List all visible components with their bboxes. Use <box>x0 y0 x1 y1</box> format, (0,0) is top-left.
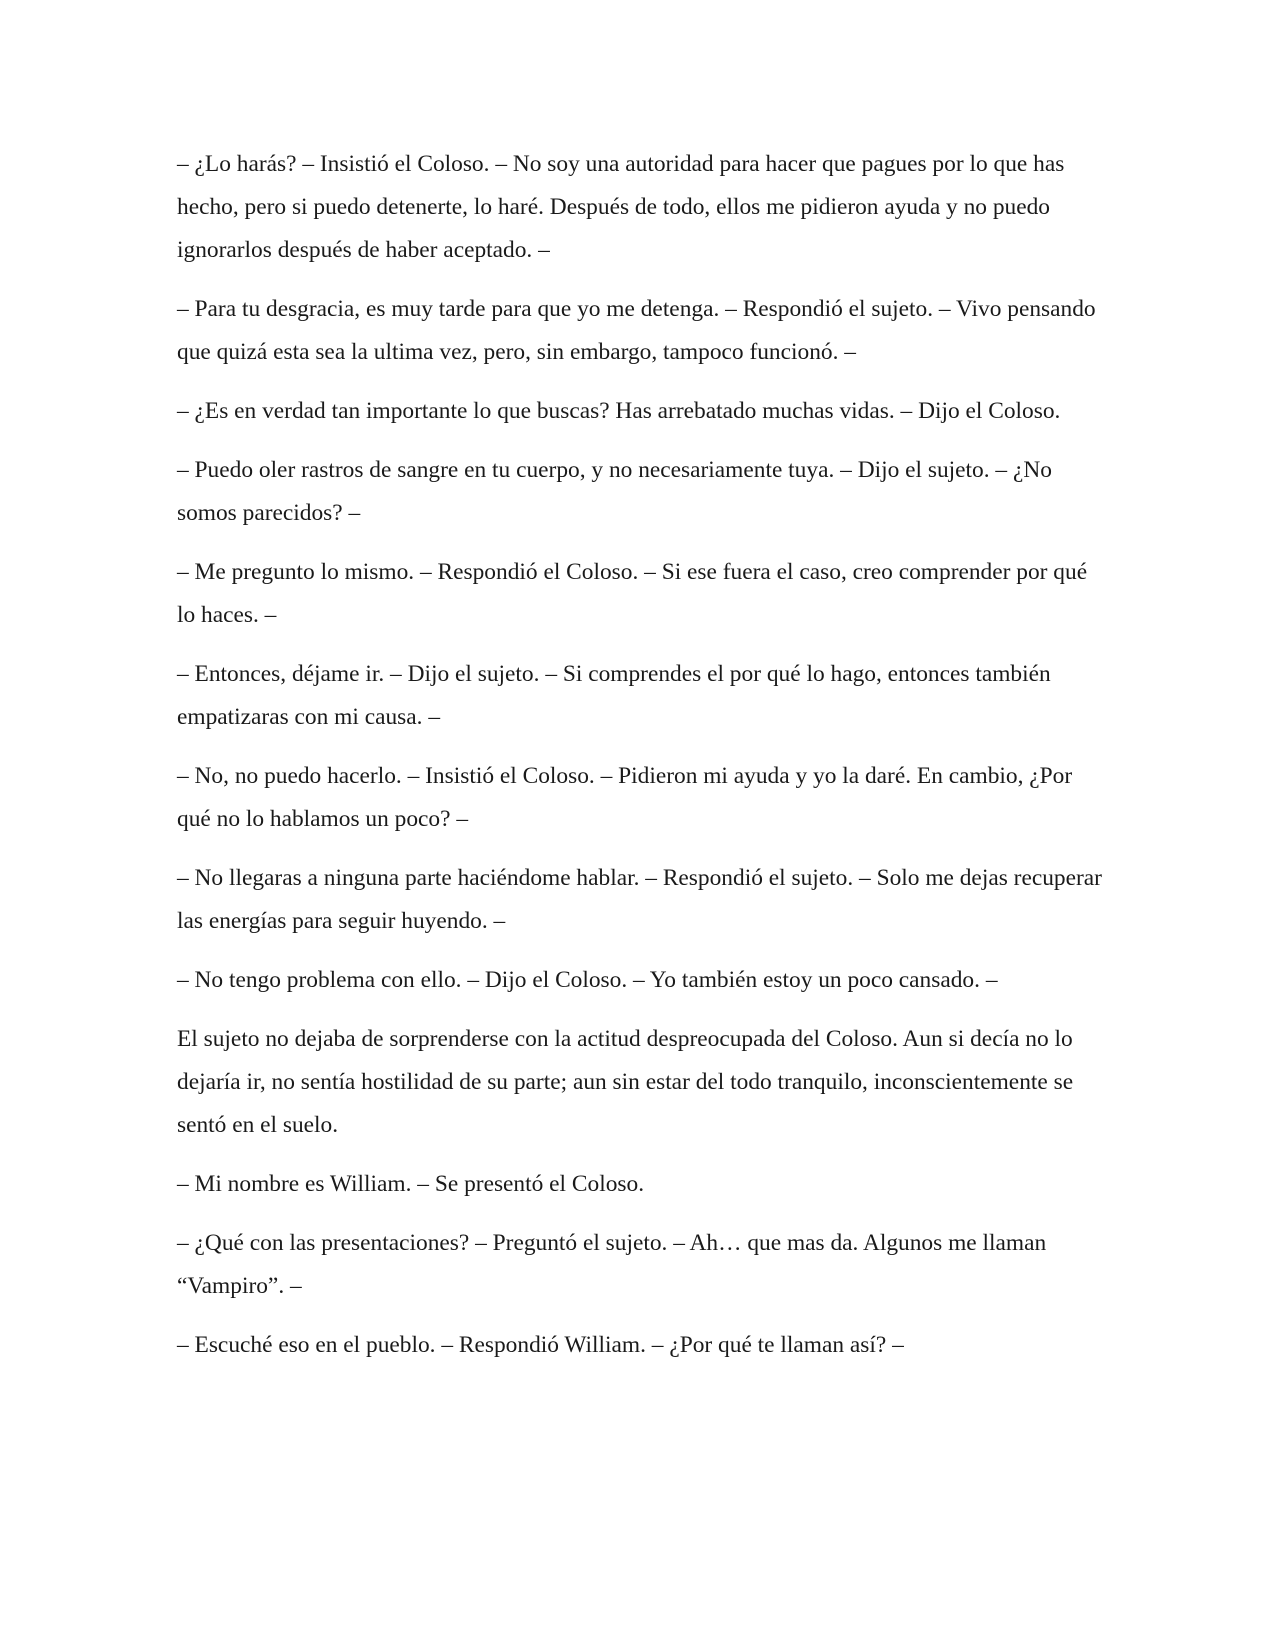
paragraph: – Escuché eso en el pueblo. – Respondió William. – ¿Por qué te llaman así? – <box>177 1332 904 1358</box>
paragraph: El sujeto no dejaba de sorprenderse con la actitud despreocupada del Coloso. Aun si decía no lo dejaría ir, no sentía hostilidad de su parte; aun sin estar del todo tranquilo, inconscientemente se sentó en el suelo. <box>177 1026 1074 1138</box>
paragraph: – Entonces, déjame ir. – Dijo el sujeto. – Si comprendes el por qué lo hago, entonces también empatizaras con mi causa. – <box>177 661 1051 730</box>
document-body <box>177 143 1102 1383</box>
paragraph: – Para tu desgracia, es muy tarde para que yo me detenga. – Respondió el sujeto. – Vivo pensando que quizá esta sea la ultima vez, pero, sin embargo, tampoco funcionó. – <box>177 296 1096 365</box>
paragraph: – ¿Lo harás? – Insistió el Coloso. – No soy una autoridad para hacer que pagues por lo que has hecho, pero si puedo detenerte, lo haré. Después de todo, ellos me pidieron ayuda y no puedo ignorarlos después de haber aceptado. – <box>177 151 1065 263</box>
paragraph: – No, no puedo hacerlo. – Insistió el Coloso. – Pidieron mi ayuda y yo la daré. En cambio, ¿Por qué no lo hablamos un poco? – <box>177 763 1073 832</box>
paragraph: – No tengo problema con ello. – Dijo el Coloso. – Yo también estoy un poco cansado. – <box>177 967 998 993</box>
paragraph: – Me pregunto lo mismo. – Respondió el Coloso. – Si ese fuera el caso, creo comprender por qué lo haces. – <box>177 559 1088 628</box>
paragraph: – ¿Qué con las presentaciones? – Preguntó el sujeto. – Ah… que mas da. Algunos me llaman “Vampiro”. – <box>177 1230 1047 1299</box>
paragraph: – ¿Es en verdad tan importante lo que buscas? Has arrebatado muchas vidas. – Dijo el Coloso. <box>177 398 1061 424</box>
paragraph: – No llegaras a ninguna parte haciéndome hablar. – Respondió el sujeto. – Solo me dejas recuperar las energías para seguir huyendo. – <box>177 865 1102 934</box>
paragraph: – Puedo oler rastros de sangre en tu cuerpo, y no necesariamente tuya. – Dijo el sujeto. – ¿No somos parecidos? – <box>177 457 1052 526</box>
paragraph: – Mi nombre es William. – Se presentó el Coloso. <box>177 1171 645 1197</box>
